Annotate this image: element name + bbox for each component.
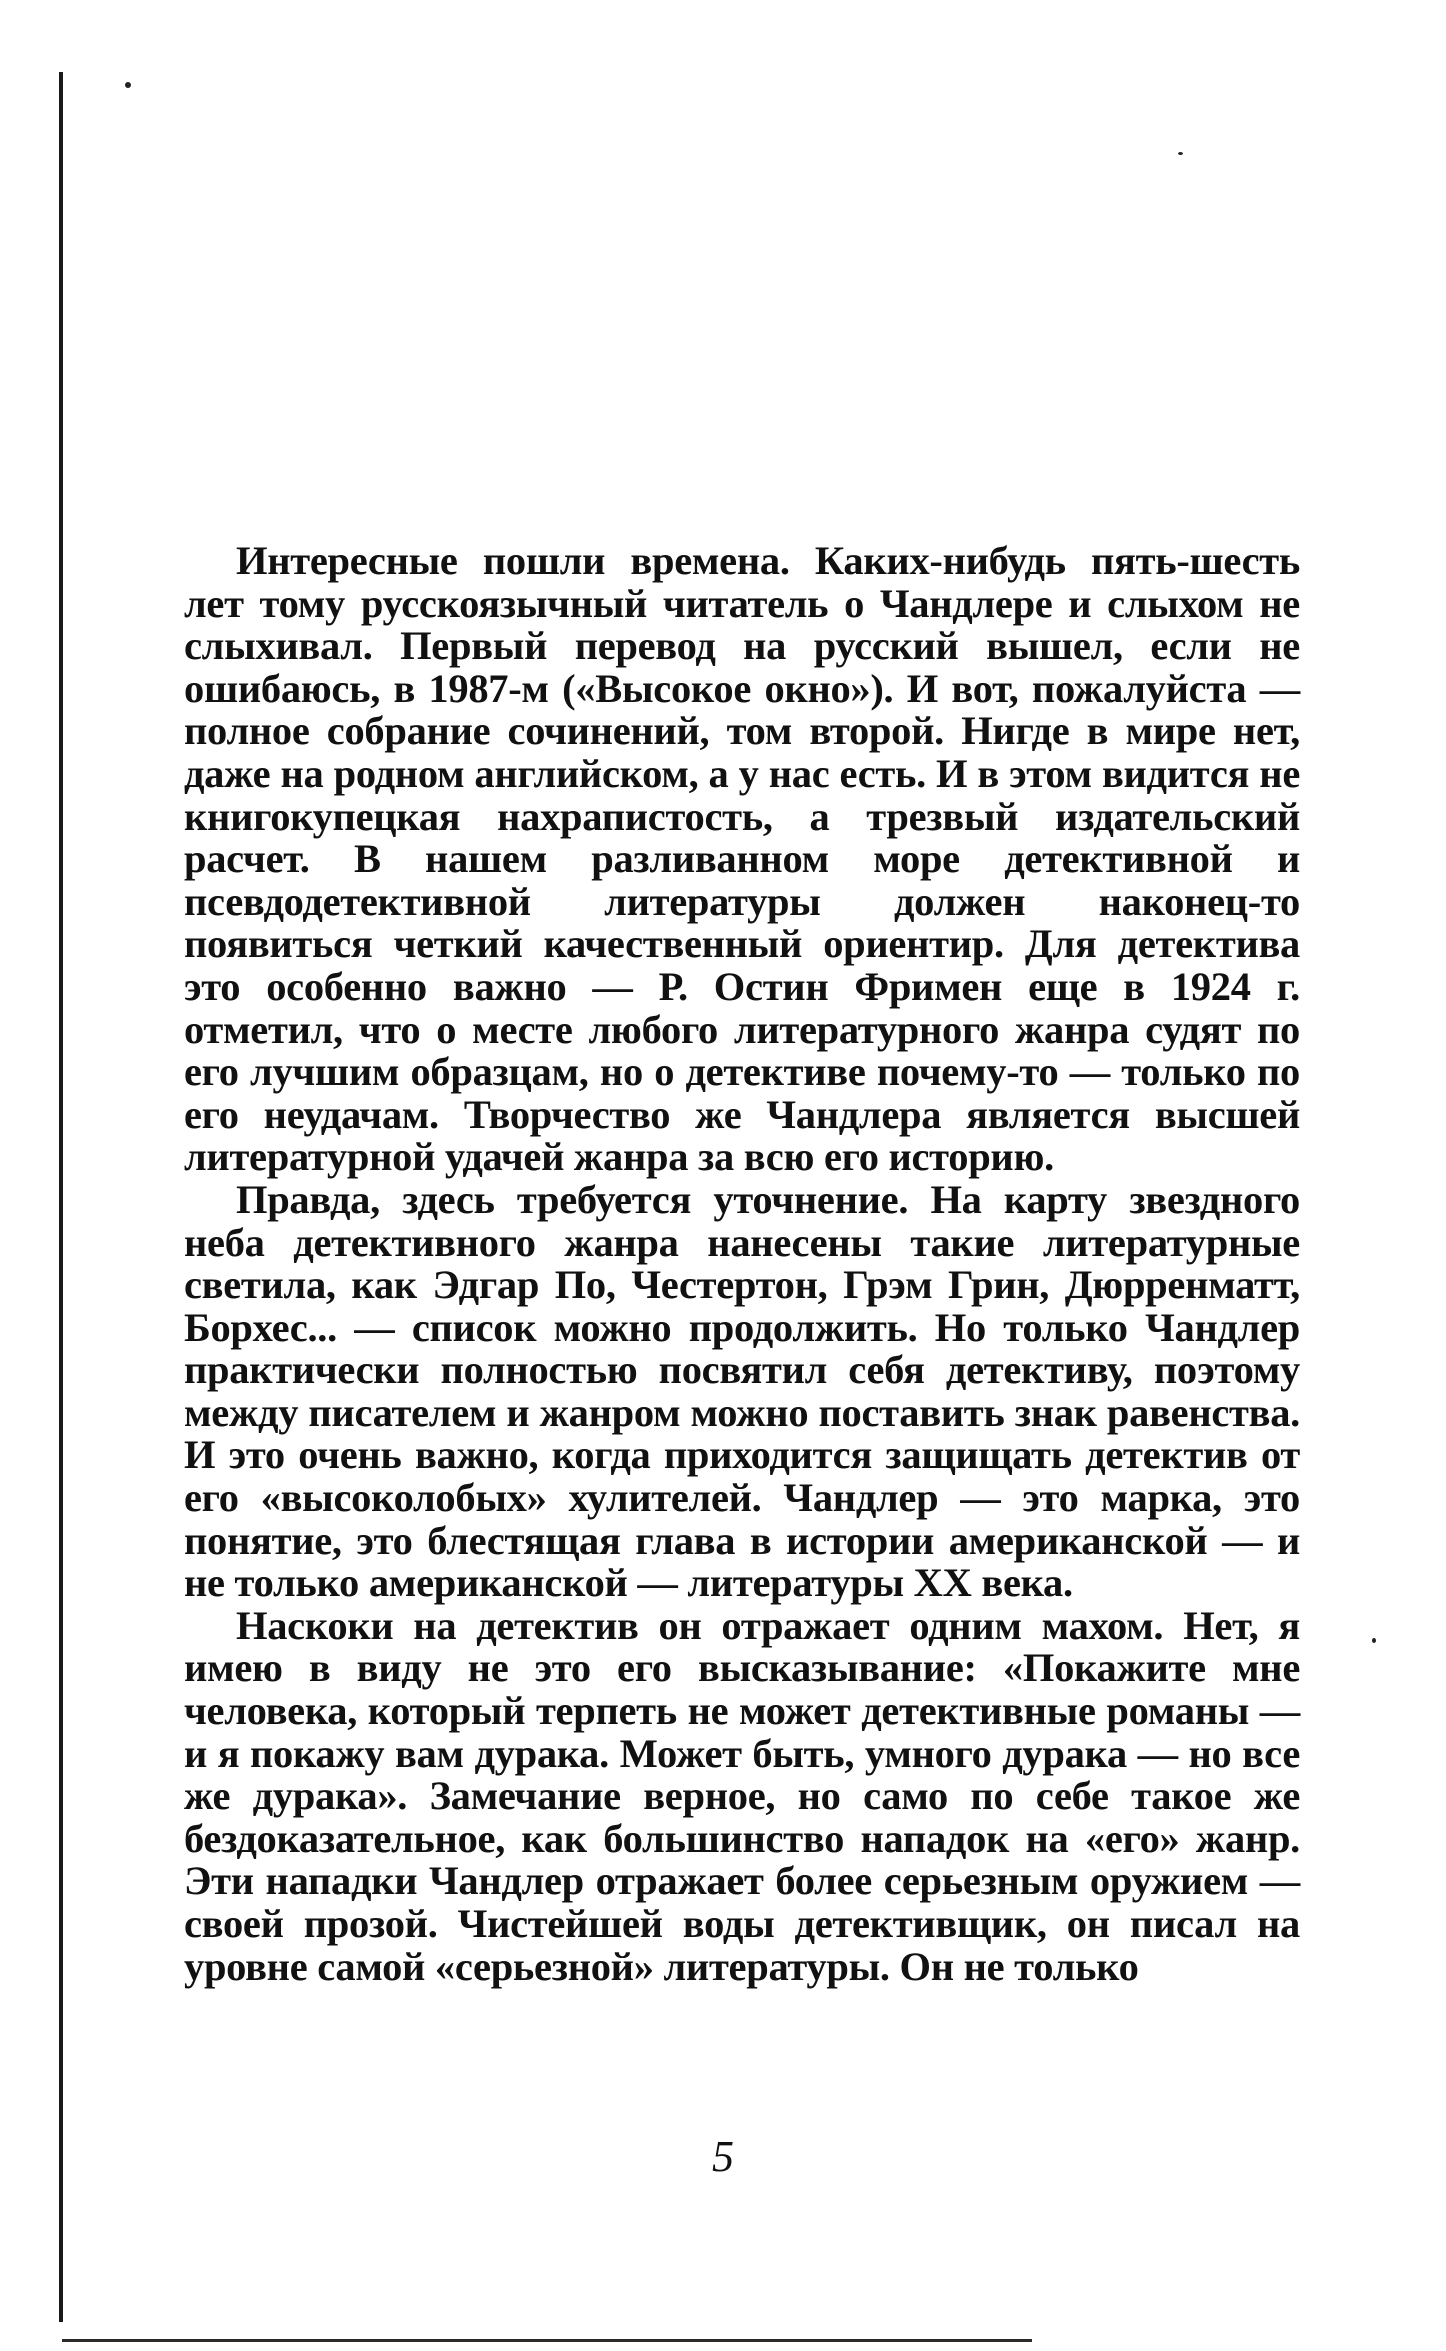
page-number: 5 bbox=[712, 2132, 734, 2181]
scan-speck bbox=[1372, 1638, 1376, 1643]
page-edge-line bbox=[59, 72, 63, 2322]
paragraph-3: Наскоки на детектив он отражает одним махом. Нет, я имею в виду не это его высказывание: «Покажите мне человека, который терпеть не может детективные романы — и я покажу вам дурака. Может быть, умного дурака — но все же дурака». Замечание верное, но само по себе такое же бездоказательное, как большинство нападок на «его» жанр. Эти нападки Чандлер отражает более серьезным оружием — своей прозой. Чистейшей воды детективщик, он писал на уровне самой «серьезной» литературы. Он не только bbox=[184, 1602, 1300, 1989]
paragraph-1: Интересные пошли времена. Каких-нибудь пять-шесть лет тому русскоязычный читатель о Чандлере и слыхом не слыхивал. Первый перевод на русский вышел, если не ошибаюсь, в 1987-м («Высокое окно»). И вот, пожалуйста — полное собрание сочинений, том второй. Нигде в мире нет, даже на родном английском, а у нас есть. И в этом видится не книгокупецкая нахрапистость, а трезвый издательский расчет. В нашем разливанном море детективной и псевдодетективной литературы должен наконец-то появиться четкий качественный ориентир. Для детектива это особенно важно — Р. Остин Фримен еще в 1924 г. отметил, что о месте любого литературного жанра судят по его лучшим образцам, но о детективе почему-то — только по его неудачам. Творчество же Чандлера является высшей литературной удачей жанра за всю его историю. bbox=[184, 538, 1300, 1180]
paragraph-2: Правда, здесь требуется уточнение. На карту звездного неба детективного жанра нанесены такие литературные светила, как Эдгар По, Честертон, Грэм Грин, Дюрренматт, Борхес... — список можно продолжить. Но только Чандлер практически полностью посвятил себя детективу, поэтому между писателем и жанром можно поставить знак равенства. И это очень важно, когда приходится защищать детектив от его «высоколобых» хулителей. Чандлер — это марка, это понятие, это блестящая глава в истории американской — и не только американской — литературы XX века. bbox=[184, 1176, 1300, 1606]
scan-speck bbox=[125, 82, 131, 88]
body-text bbox=[184, 540, 1300, 1988]
scan-speck bbox=[1178, 152, 1183, 155]
page-bottom-line bbox=[62, 2339, 1032, 2342]
